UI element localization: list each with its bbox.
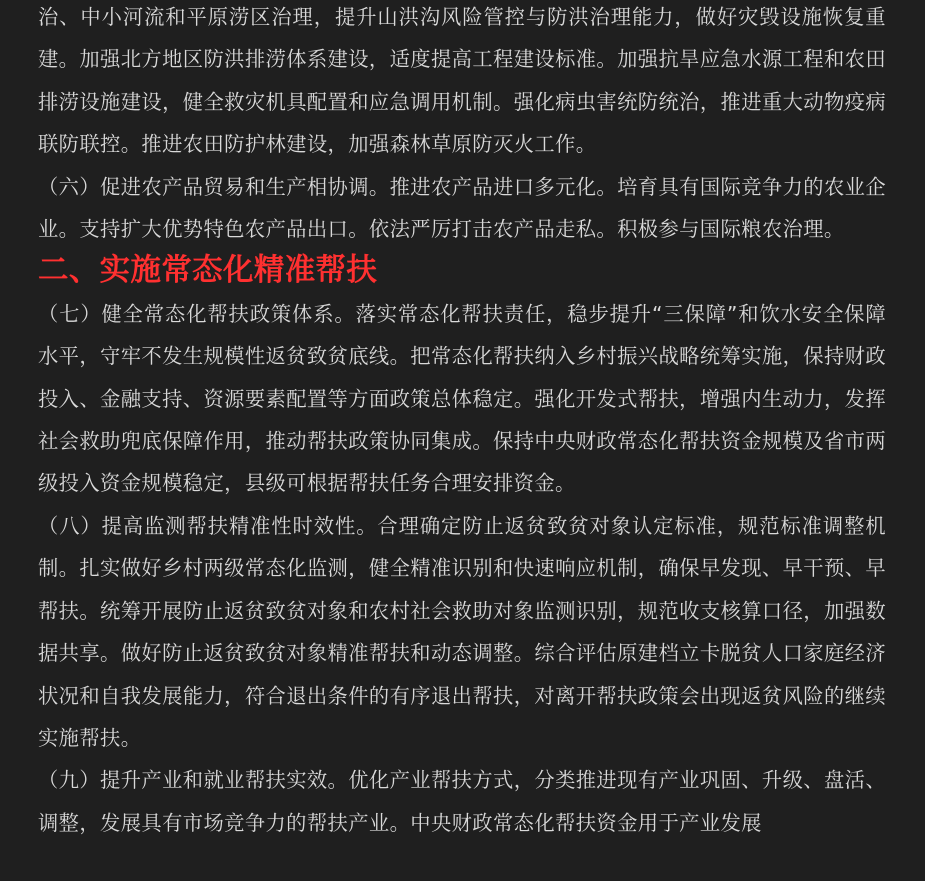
- paragraph-item-7: （七）健全常态化帮扶政策体系。落实常态化帮扶责任，稳步提升“三保障”和饮水安全保障水平，守牢不发生规模性返贫致贫底线。把常态化帮扶纳入乡村振兴战略统筹实施，保持财政投入、金融支持、资源要素配置等方面政策总体稳定。强化开发式帮扶，增强内生动力，发挥社会救助兜底保障作用，推动帮扶政策协同集成。保持中央财政常态化帮扶资金规模及省市两级投入资金规模稳定，县级可根据帮扶任务合理安排资金。: [38, 301, 886, 496]
- paragraph-flood-control: 治、中小河流和平原涝区治理，提升山洪沟风险管控与防洪治理能力，做好灾毁设施恢复重建。加强北方地区防洪排涝体系建设，适度提高工程建设标准。加强抗旱应急水源工程和农田排涝设施建设，健全救灾机具配置和应急调用机制。强化病虫害统防统治，推进重大动物疫病联防联控。推进农田防护林建设，加强森林草原防灭火工作。: [38, 5, 886, 157]
- paragraph-item-8: （八）提高监测帮扶精准性时效性。合理确定防止返贫致贫对象认定标准，规范标准调整机制。扎实做好乡村两级常态化监测，健全精准识别和快速响应机制，确保早发现、早干预、早帮扶。统筹开展防止返贫致贫对象和农村社会救助对象监测识别，规范收支核算口径，加强数据共享。做好防止返贫致贫对象精准帮扶和动态调整。综合评估原建档立卡脱贫人口家庭经济状况和自我发展能力，符合退出条件的有序退出帮扶，对离开帮扶政策会出现返贫风险的继续实施帮扶。: [38, 513, 886, 750]
- article-body: [38, 0, 886, 844]
- paragraph-item-9: （九）提升产业和就业帮扶实效。优化产业帮扶方式，分类推进现有产业巩固、升级、盘活、调整，发展具有市场竞争力的帮扶产业。中央财政常态化帮扶资金用于产业发展: [38, 768, 886, 835]
- section-heading: 二、实施常态化精准帮扶: [38, 253, 378, 289]
- paragraph-item-6: （六）促进农产品贸易和生产相协调。推进农产品进口多元化。培育具有国际竞争力的农业企业。支持扩大优势特色农产品出口。依法严厉打击农产品走私。积极参与国际粮农治理。: [38, 174, 886, 242]
